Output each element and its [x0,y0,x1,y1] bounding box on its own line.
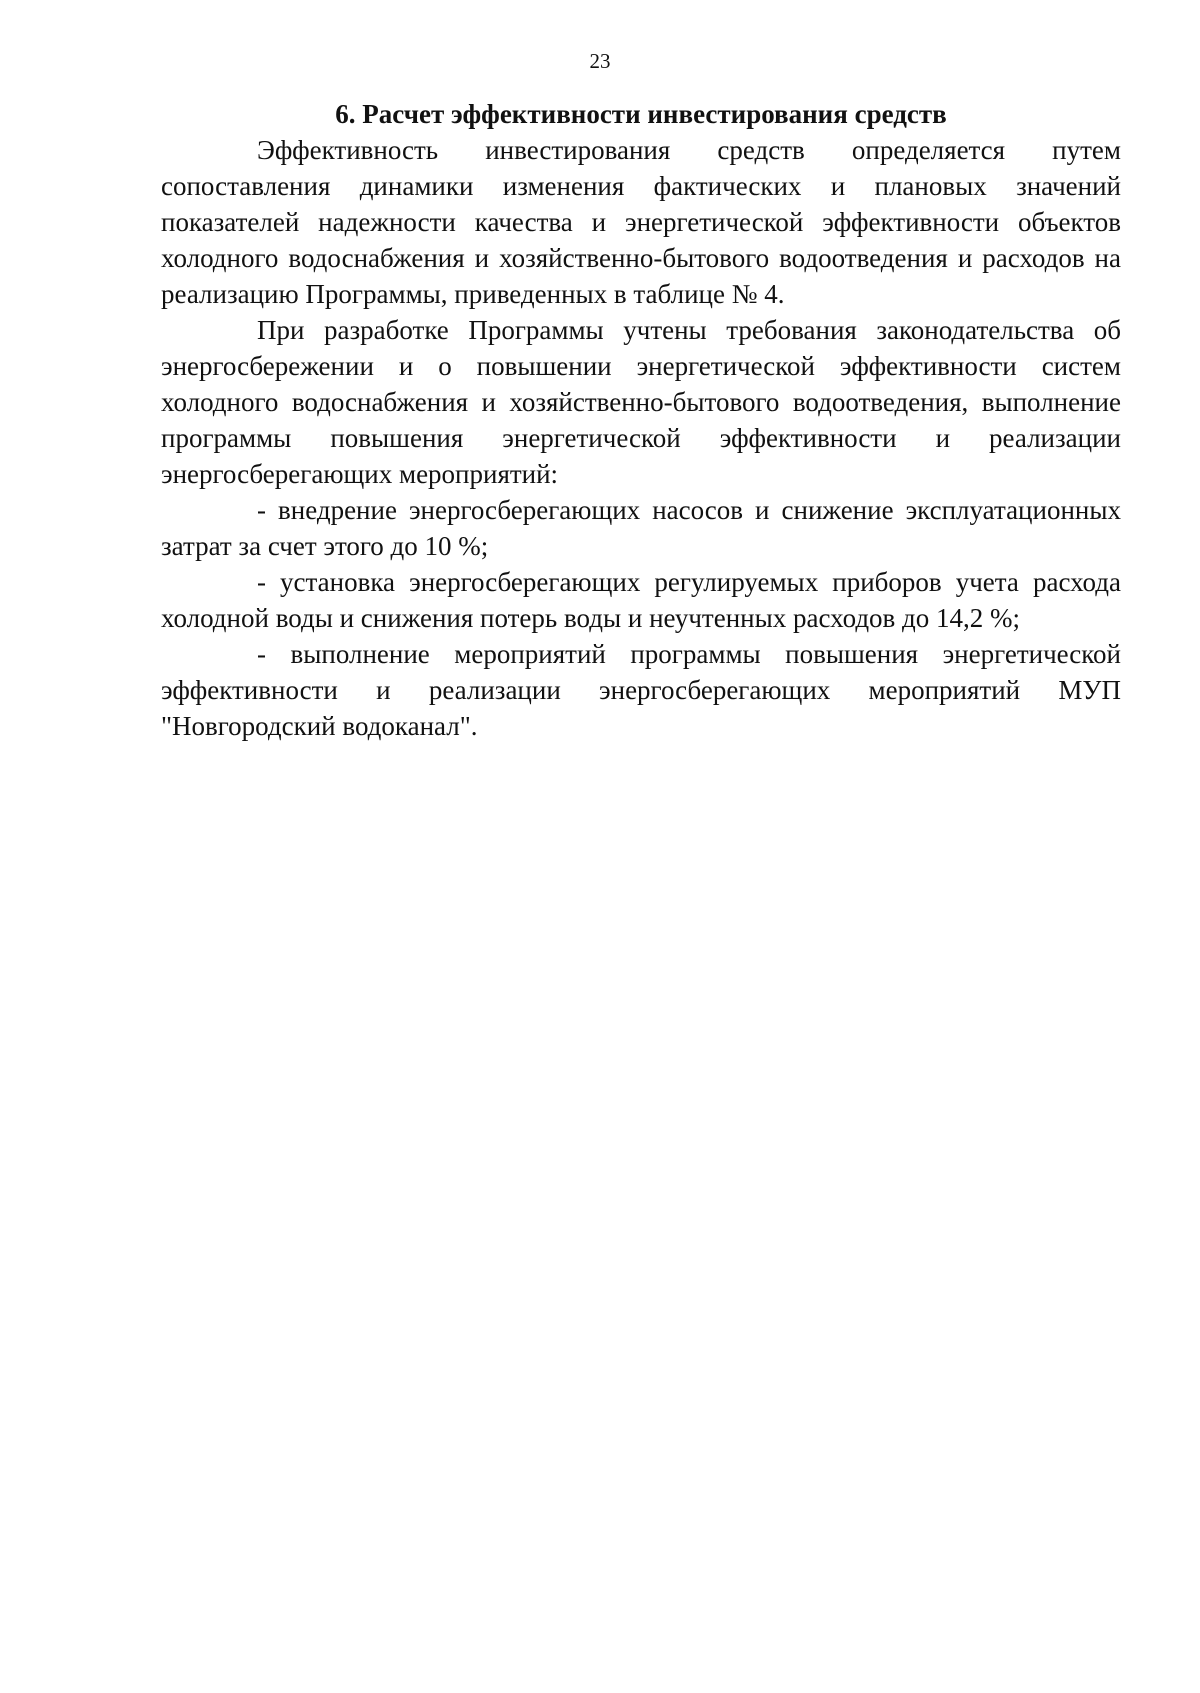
list-item-metering-devices: - установка энергосберегающих регулируемых приборов учета расхода холодной воды и снижения потерь воды и неучтенных расходов до 14,2 %; [161,567,1121,633]
page-number: 23 [589,49,611,73]
list-item-energy-saving-pumps: - внедрение энергосберегающих насосов и снижение эксплуатационных затрат за счет этого до 10 %; [161,495,1121,561]
paragraph-legislation-requirements: При разработке Программы учтены требования законодательства об энергосбережении и о повышении энергетической эффективности систем холодного водоснабжения и хозяйственно-бытового водоотведения, выполнение программы повышения энергетической эффективности и реализации энергосберегающих мероприятий: [161,315,1121,489]
list-item-efficiency-program: - выполнение мероприятий программы повышения энергетической эффективности и реализации энергосберегающих мероприятий МУП "Новгородский водоканал". [161,639,1121,741]
section-body [161,96,1121,744]
paragraph-efficiency-definition: Эффективность инвестирования средств определяется путем сопоставления динамики изменения фактических и плановых значений показателей надежности качества и энергетической эффективности объектов холодного водоснабжения и хозяйственно-бытового водоотведения и расходов на реализацию Программы, приведенных в таблице № 4. [161,135,1121,309]
section-heading: 6. Расчет эффективности инвестирования средств [335,99,947,129]
